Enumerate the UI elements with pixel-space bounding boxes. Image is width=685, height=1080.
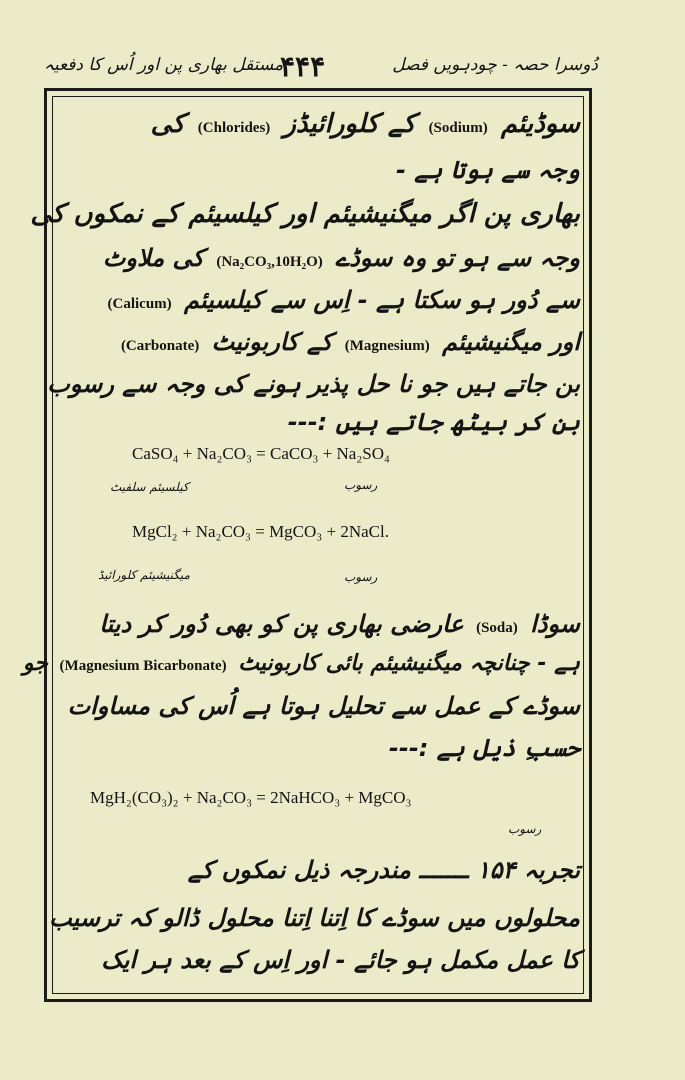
equation-2-label-reactant: میگنیشیئم کلورائیڈ <box>98 568 190 582</box>
text-line-12 <box>60 728 580 768</box>
line-6-term-magnesium: (Magnesium) <box>344 338 430 354</box>
text-line-3 <box>30 194 580 234</box>
text-line-5 <box>60 280 580 324</box>
equation-1: CaSO₄ + Na₂CO₃ = CaCO₃ + Na₂SO₄ <box>132 444 390 463</box>
equation-3: MgH₂(CO₃)₂ + Na₂CO₃ = 2NaHCO₃ + MgCO₃ <box>90 788 412 807</box>
line-3-part-1: بھاری پن اگر میگنیشیئم اور کیلسیئم کے نمکوں کی <box>30 199 580 229</box>
line-9-term-soda: (Soda) <box>476 620 518 636</box>
line-14-part-1: محلولوں میں سوڈے کا اِتنا اِتنا محلول ڈالو کہ ترسیب <box>49 904 580 932</box>
equation-2-label-precipitate: رسوب <box>344 570 378 584</box>
line-13-experiment-heading: تجربہ ۱۵۴ ـــــــ مندرجہ ذیل نمکوں کے <box>187 856 580 884</box>
line-7-part-1: بن جاتے ہیں جو نا حل پذیر ہونے کی وجہ سے رسوب <box>47 370 580 398</box>
line-6-part-2: کے کاربونیٹ <box>211 328 333 356</box>
line-8-part-1: بن کر بیٹھ جاتے ہیں :--- <box>287 408 580 436</box>
text-line-9 <box>60 604 580 648</box>
line-12-part-1: حسبِ ذیل ہے :--- <box>388 734 580 762</box>
text-line-8 <box>60 402 580 442</box>
header-section-title: دُوسرا حصہ - چودہویں فصل <box>392 55 598 75</box>
text-line-2 <box>60 150 580 190</box>
text-line-7 <box>47 364 580 404</box>
line-1-part-2: کے کلورائیڈز <box>283 109 416 139</box>
line-9-part-1: سوڈا <box>530 610 580 638</box>
line-10-part-1: ہے - چنانچہ میگنیشیئم بائی کاربونیٹ <box>238 651 580 676</box>
line-1-part-3: کی <box>150 109 185 139</box>
equation-1-label-reactant: کیلسیئم سلفیٹ <box>110 480 189 494</box>
line-10-term-magnesium-bicarbonate: (Magnesium Bicarbonate) <box>59 658 227 674</box>
text-line-11 <box>60 686 580 726</box>
equation-2: MgCl₂ + Na₂CO₃ = MgCO₃ + 2NaCl. <box>132 522 389 541</box>
header-chapter-title: مستقل بھاری پن اور اُس کا دفعیہ <box>44 55 284 75</box>
line-1-term-chlorides: (Chlorides) <box>197 120 271 136</box>
line-10-part-2: جو <box>22 651 48 676</box>
equation-1-label-precipitate: رسوب <box>344 478 378 492</box>
text-line-15 <box>60 940 580 980</box>
line-4-part-2: کی ملاوٹ <box>102 244 204 272</box>
line-15-part-1: کا عمل مکمل ہو جائے - اور اِس کے بعد ہر ایک <box>101 946 580 974</box>
text-line-14 <box>49 898 580 938</box>
text-line-10 <box>22 644 580 686</box>
line-2-part-1: وجہ سے ہوتا ہے - <box>395 156 580 184</box>
text-line-4 <box>60 238 580 282</box>
line-1-term-sodium: (Sodium) <box>428 120 488 136</box>
equation-3-label-precipitate: رسوب <box>508 822 542 836</box>
page-number: ۴۴۴ <box>280 50 326 83</box>
line-11-part-1: سوڈے کے عمل سے تحلیل ہوتا ہے اُس کی مساوات <box>67 692 580 720</box>
line-4-part-1: وجہ سے ہو تو وہ سوڈے <box>335 244 580 272</box>
line-1-part-1: سوڈیئم <box>500 109 580 139</box>
line-9-part-2: عارضی بھاری پن کو بھی دُور کر دیتا <box>99 610 464 638</box>
line-6-part-1: اور میگنیشیئم <box>442 328 580 356</box>
text-line-13 <box>60 850 580 890</box>
line-4-formula-soda: (Na₂CO₃,10H₂O) <box>216 254 323 270</box>
page-header <box>40 48 600 88</box>
line-6-term-carbonate: (Carbonate) <box>120 338 200 354</box>
text-line-1 <box>60 104 580 148</box>
line-5-part-1: سے دُور ہو سکتا ہے - اِس سے کیلسیئم <box>184 286 580 314</box>
text-line-6 <box>60 322 580 366</box>
line-5-term-calcium: (Calicum) <box>107 296 172 312</box>
